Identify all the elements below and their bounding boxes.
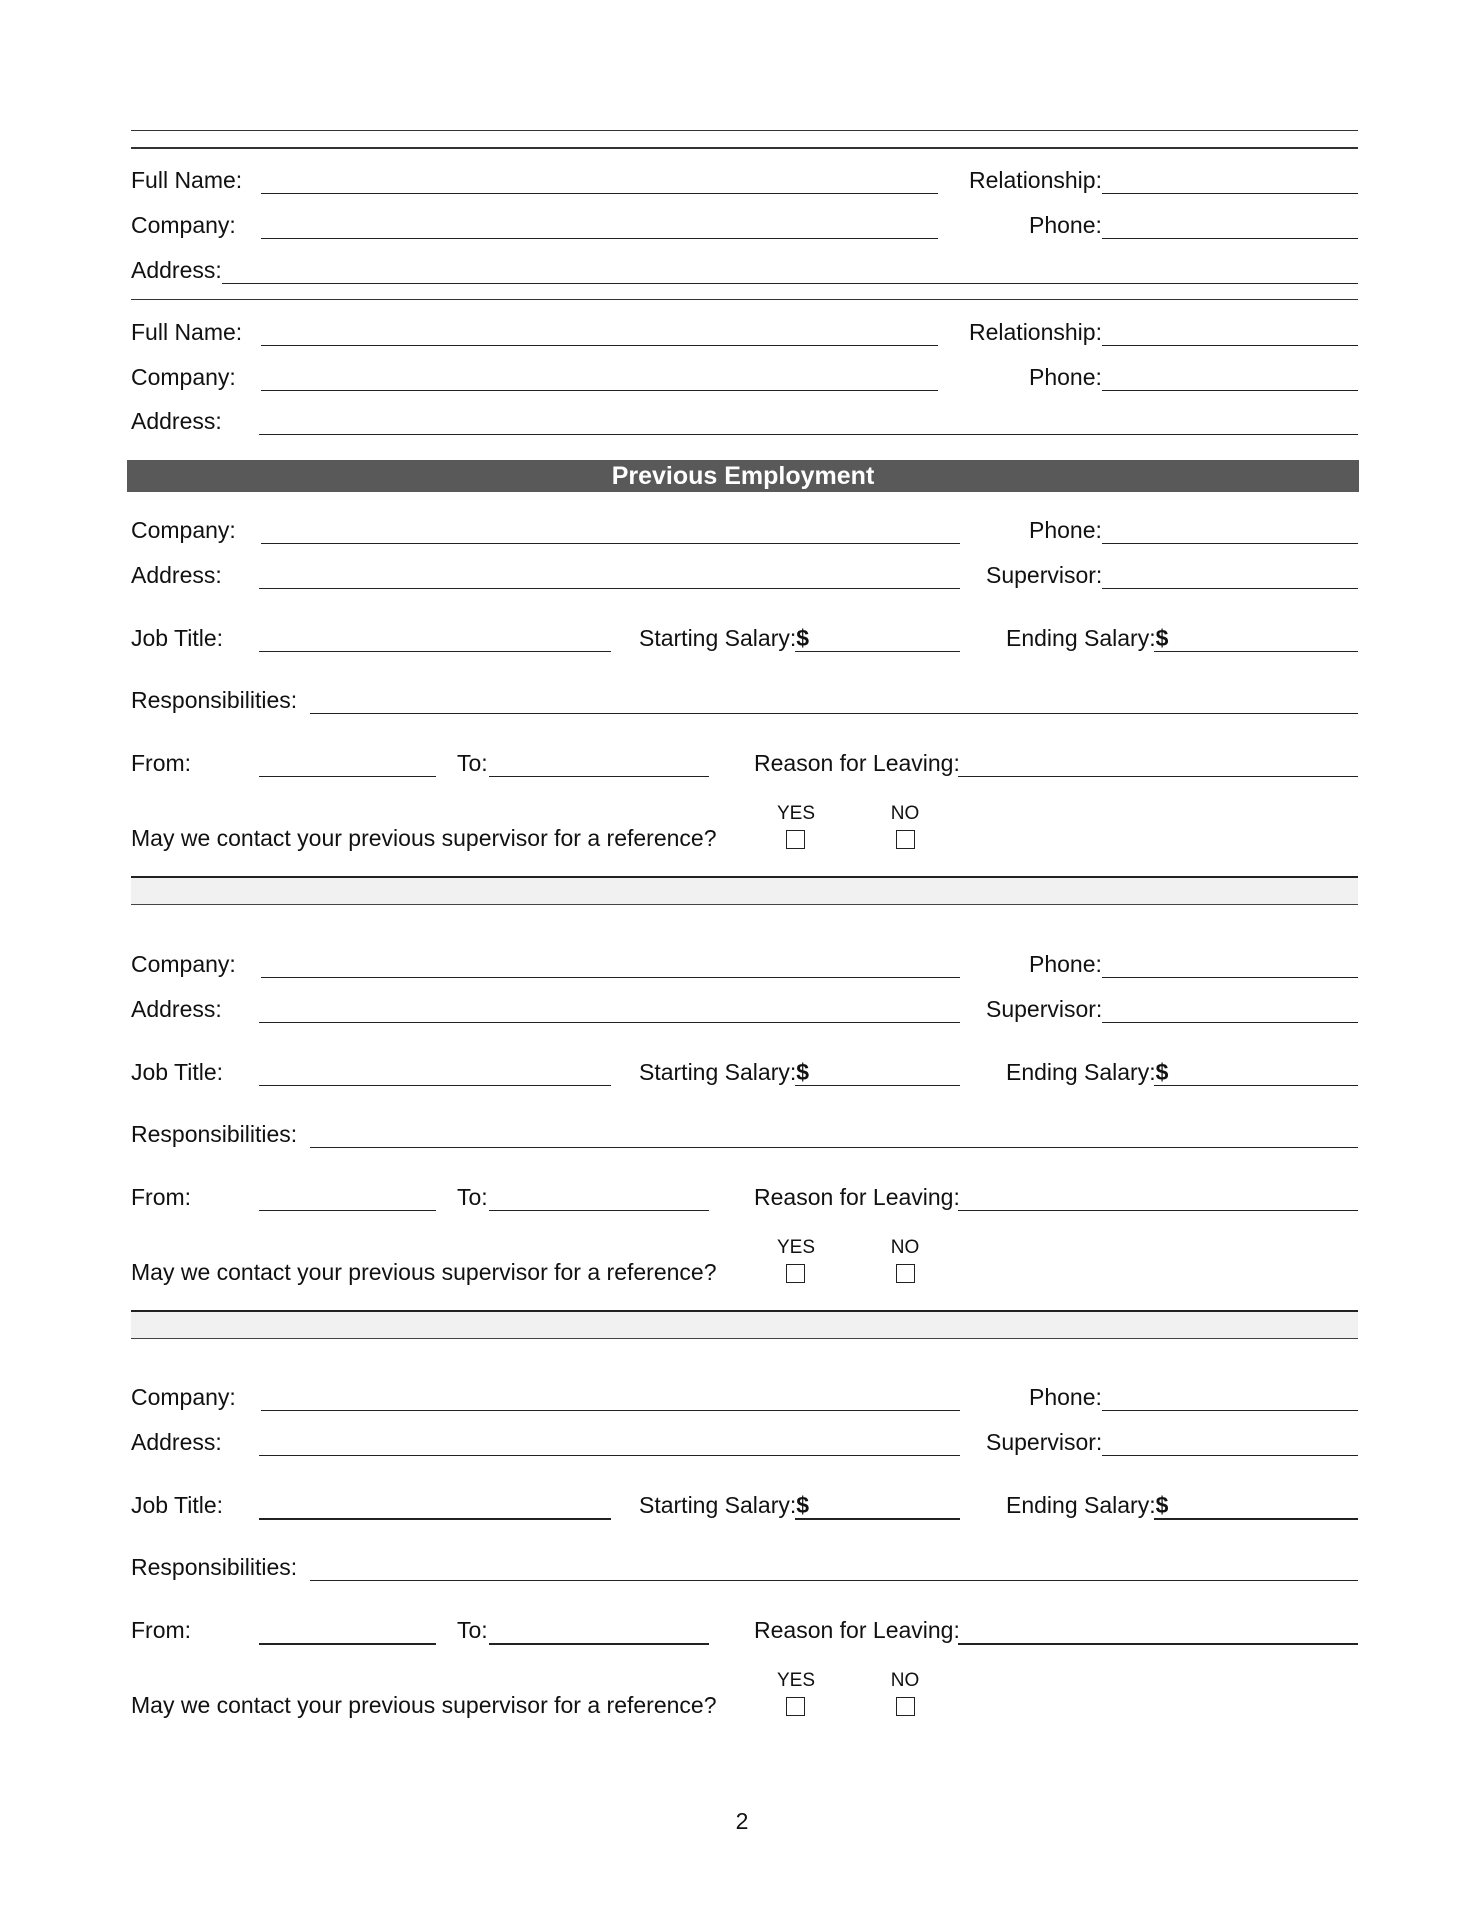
no-checkbox[interactable] [896,1264,915,1283]
from-label: From: [131,750,192,776]
currency-symbol: $ [796,1059,810,1085]
top-rule [131,130,1358,131]
responsibilities-label: Responsibilities: [131,687,298,713]
from-label: From: [131,1184,192,1210]
address-field[interactable] [259,588,960,589]
yes-checkbox[interactable] [786,1264,805,1283]
phone-label: Phone: [1029,1384,1102,1410]
job-title-field[interactable] [259,651,611,652]
job-title-label: Job Title: [131,625,224,651]
currency-symbol: $ [1155,625,1169,651]
reason-for-leaving-field[interactable] [958,1210,1358,1211]
to-date-field[interactable] [489,776,709,777]
reference-contact-question: May we contact your previous supervisor for a reference? [131,1692,717,1718]
phone-field[interactable] [1102,238,1358,239]
company-field[interactable] [261,238,938,239]
address-label: Address: [131,562,222,588]
company-label: Company: [131,212,236,238]
phone-label: Phone: [1029,212,1102,238]
relationship-field[interactable] [1102,193,1358,194]
reason-for-leaving-label: Reason for Leaving: [754,1617,960,1643]
company-field[interactable] [261,1410,960,1411]
responsibilities-label: Responsibilities: [131,1121,298,1147]
job-title-field[interactable] [259,1085,611,1086]
reason-for-leaving-label: Reason for Leaving: [754,1184,960,1210]
starting-salary-label: Starting Salary:$ [639,625,810,651]
company-label: Company: [131,951,236,977]
yes-label: YES [776,1670,816,1691]
relationship-label: Relationship: [969,167,1102,193]
employment-divider-band [131,876,1358,905]
yes-checkbox[interactable] [786,830,805,849]
phone-field[interactable] [1102,977,1358,978]
full-name-field[interactable] [261,345,938,346]
to-label: To: [457,1184,488,1210]
reference-contact-question: May we contact your previous supervisor for a reference? [131,825,717,851]
to-date-field[interactable] [489,1643,709,1645]
company-label: Company: [131,364,236,390]
phone-field[interactable] [1102,1410,1358,1411]
relationship-field[interactable] [1102,345,1358,346]
no-label: NO [890,803,920,824]
from-date-field[interactable] [259,1643,436,1645]
reference-divider [131,299,1358,300]
company-label: Company: [131,1384,236,1410]
yes-label: YES [776,1237,816,1258]
full-name-label: Full Name: [131,319,243,345]
phone-label: Phone: [1029,951,1102,977]
company-field[interactable] [261,390,938,391]
currency-symbol: $ [796,1492,810,1518]
address-field[interactable] [222,283,1358,284]
starting-salary-label: Starting Salary:$ [639,1059,810,1085]
job-title-field[interactable] [259,1518,611,1520]
top-rule [131,147,1358,149]
supervisor-label: Supervisor: [986,996,1103,1022]
phone-field[interactable] [1102,390,1358,391]
address-label: Address: [131,996,222,1022]
section-header-previous-employment: Previous Employment [127,460,1359,492]
reference-contact-question: May we contact your previous supervisor for a reference? [131,1259,717,1285]
full-name-label: Full Name: [131,167,243,193]
reason-for-leaving-label: Reason for Leaving: [754,750,960,776]
ending-salary-field[interactable] [1154,1518,1358,1520]
phone-label: Phone: [1029,517,1102,543]
no-label: NO [890,1670,920,1691]
phone-field[interactable] [1102,543,1358,544]
to-label: To: [457,750,488,776]
job-title-label: Job Title: [131,1492,224,1518]
yes-checkbox[interactable] [786,1697,805,1716]
currency-symbol: $ [796,625,810,651]
ending-salary-field[interactable] [1154,1085,1358,1086]
supervisor-label: Supervisor: [986,1429,1103,1455]
address-label: Address: [131,1429,222,1455]
no-checkbox[interactable] [896,1697,915,1716]
starting-salary-field[interactable] [795,1085,960,1086]
address-field[interactable] [259,1455,960,1456]
responsibilities-field[interactable] [310,1580,1358,1581]
responsibilities-field[interactable] [310,713,1358,714]
from-date-field[interactable] [259,776,436,777]
page-number: 2 [735,1808,749,1834]
currency-symbol: $ [1155,1492,1169,1518]
no-label: NO [890,1237,920,1258]
employment-divider-band [131,1310,1358,1339]
reason-for-leaving-field[interactable] [958,776,1358,777]
responsibilities-field[interactable] [310,1147,1358,1148]
yes-label: YES [776,803,816,824]
reason-for-leaving-field[interactable] [958,1643,1358,1645]
ending-salary-field[interactable] [1154,651,1358,652]
address-field[interactable] [259,434,1358,435]
supervisor-field[interactable] [1102,1022,1358,1023]
to-date-field[interactable] [489,1210,709,1211]
supervisor-field[interactable] [1102,1455,1358,1456]
responsibilities-label: Responsibilities: [131,1554,298,1580]
job-title-label: Job Title: [131,1059,224,1085]
from-label: From: [131,1617,192,1643]
company-field[interactable] [261,543,960,544]
address-field[interactable] [259,1022,960,1023]
from-date-field[interactable] [259,1210,436,1211]
supervisor-label: Supervisor: [986,562,1103,588]
currency-symbol: $ [1155,1059,1169,1085]
company-field[interactable] [261,977,960,978]
relationship-label: Relationship: [969,319,1102,345]
ending-salary-label: Ending Salary:$ [1006,625,1169,651]
company-label: Company: [131,517,236,543]
ending-salary-label: Ending Salary:$ [1006,1492,1169,1518]
to-label: To: [457,1617,488,1643]
no-checkbox[interactable] [896,830,915,849]
address-label: Address: [131,257,222,283]
starting-salary-field[interactable] [795,651,960,652]
full-name-field[interactable] [261,193,938,194]
starting-salary-label: Starting Salary:$ [639,1492,810,1518]
phone-label: Phone: [1029,364,1102,390]
ending-salary-label: Ending Salary:$ [1006,1059,1169,1085]
address-label: Address: [131,408,222,434]
supervisor-field[interactable] [1102,588,1358,589]
starting-salary-field[interactable] [795,1518,960,1520]
